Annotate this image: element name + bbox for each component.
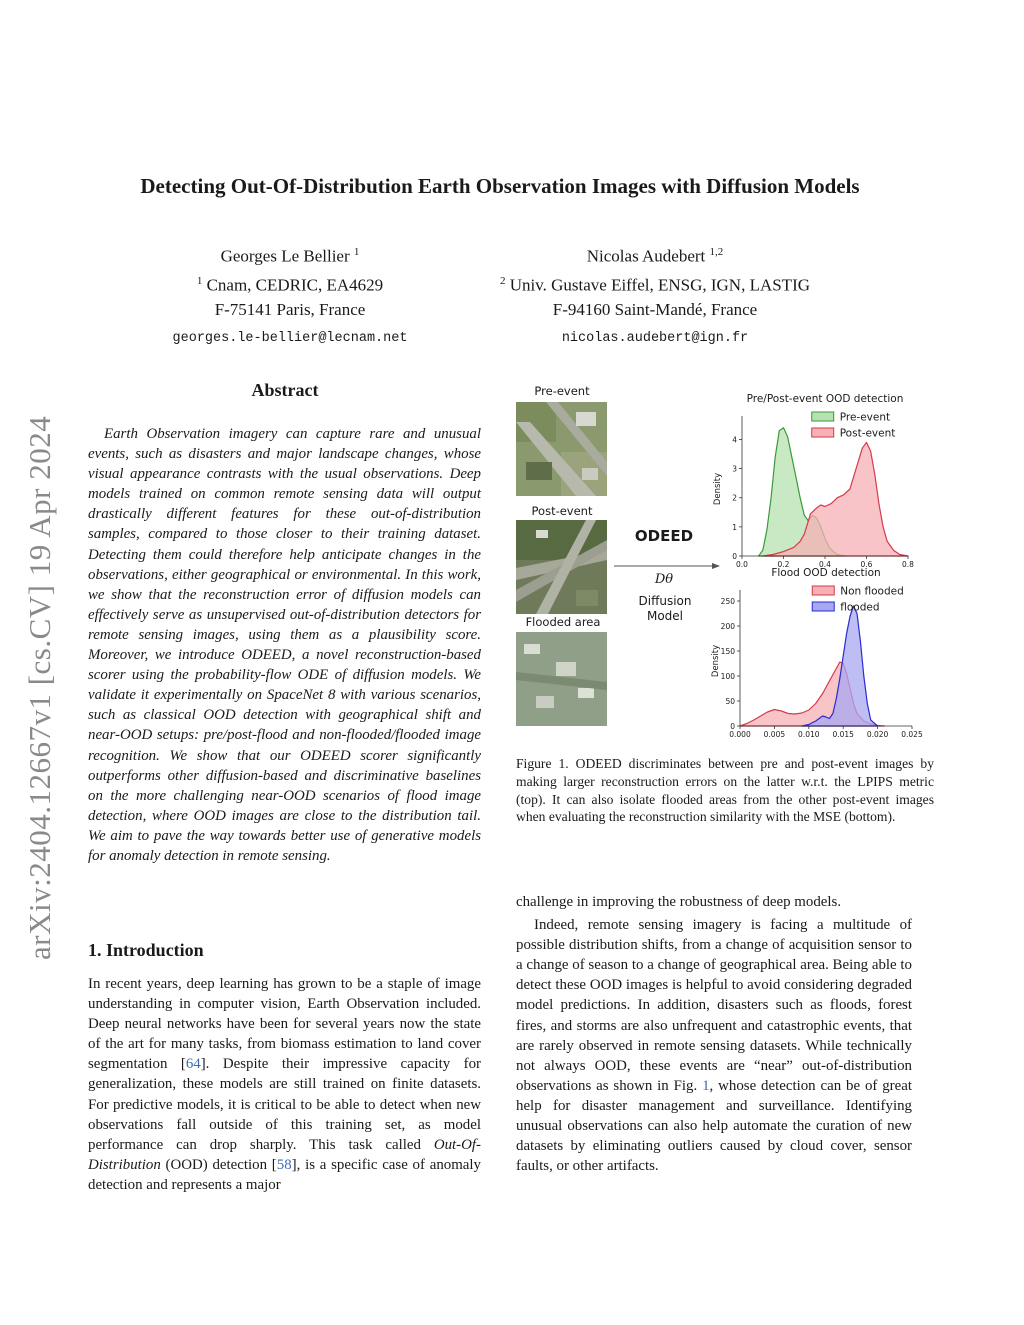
arxiv-identifier: arXiv:2404.12667v1 [cs.CV] 19 Apr 2024 — [22, 415, 57, 960]
author-name: Nicolas Audebert — [586, 246, 706, 266]
x-tick-label: 0.2 — [777, 560, 790, 569]
y-tick-label: 100 — [720, 672, 735, 681]
author-affiliation: Cnam, CEDRIC, EA4629 — [206, 275, 384, 295]
y-tick-label: 150 — [720, 647, 735, 656]
x-tick-label: 0.015 — [832, 730, 854, 739]
y-tick-label: 0 — [732, 552, 737, 561]
y-tick-label: 2 — [732, 493, 737, 503]
figure-caption: Figure 1. ODEED discriminates between pre and post-event images by making larger reconstruction errors on the latter w.r.t. the LPIPS metric (top). It can also isolate flooded areas from the other post-event images when evaluating the reconstruction similarity with the MSE (bottom). — [516, 756, 934, 825]
legend-swatch — [812, 428, 834, 437]
pre-event-image — [516, 402, 607, 496]
author-email[interactable]: georges.le-bellier@lecnam.net — [172, 331, 408, 347]
x-tick-label: 0.010 — [798, 730, 820, 739]
legend-label: Non flooded — [840, 585, 904, 598]
y-tick-label: 250 — [720, 597, 735, 606]
x-tick-label: 0.0 — [736, 560, 748, 569]
right-column-text — [516, 892, 912, 1176]
affil-sup: 1 — [196, 274, 203, 287]
legend-swatch — [812, 412, 834, 421]
legend-swatch — [812, 602, 834, 611]
legend-label: flooded — [840, 601, 880, 614]
chart-title: Pre/Post-event OOD detection — [746, 393, 904, 405]
section-heading-introduction: 1. Introduction — [88, 940, 204, 960]
y-tick-label: 4 — [732, 435, 737, 445]
author-name: Georges Le Bellier — [220, 246, 350, 266]
flood-density-chart — [706, 567, 924, 744]
affil-sup: 2 — [499, 274, 506, 287]
flooded-area-image — [516, 632, 607, 726]
author-city: F-94160 Saint-Mandé, France — [552, 300, 758, 320]
text-run: (OOD) detection [ — [160, 1156, 277, 1173]
author-email[interactable]: nicolas.audebert@ign.fr — [561, 331, 749, 347]
introduction-continuation: challenge in improving the robustness of deep models. — [516, 894, 842, 910]
x-tick-label: 0.025 — [901, 730, 923, 739]
x-tick-label: 0.4 — [819, 560, 831, 569]
y-tick-label: 0 — [730, 722, 735, 731]
text-run: , whose detection can be of great help for disaster management and surveillance. Identifying unusual observations can also help automate the curation of new datasets by eliminating outliers caused by cloud cover, sensor faults, or other artifacts. — [516, 1077, 912, 1175]
y-tick-label: 50 — [725, 697, 735, 706]
flooded-area-label: Flooded area — [525, 615, 601, 629]
x-tick-label: 0.020 — [866, 730, 889, 739]
odeed-label: ODEED — [634, 527, 694, 545]
author-affiliation: Univ. Gustave Eiffel, ENSG, IGN, LASTIG — [509, 275, 811, 295]
text-run: ]. Despite their impressive capacity for generalization, these models are still trained on finite datasets. For predictive models, it is critical to be able to detect when new observations fall outside of this training set, as model performance can drop sharply. This task called — [88, 1056, 481, 1153]
x-tick-label: 0.6 — [860, 560, 873, 569]
text-run: Indeed, remote sensing imagery is facing a multitude of possible distribution shifts, from a change of acquisition sensor to a change of season to a change of geographical area. Being able to detect these OOD images is helpful to avoid considering degraded model predictions. In addition, disasters such as floods, forest fires, and storms are also unfrequent and catastrophic events, that are rarely observed in remote sensing datasets. While technically not always OOD, these events are “near” out-of-distribution observations as shown in Fig. — [516, 917, 912, 1094]
author-block-1 — [150, 240, 430, 351]
legend-label: Post-event — [839, 427, 896, 440]
y-tick-label: 1 — [732, 522, 737, 532]
d-theta-symbol: Dθ — [654, 572, 674, 587]
post-event-label: Post-event — [531, 504, 593, 518]
x-tick-label: 0.005 — [763, 730, 786, 739]
author-sup: 1,2 — [709, 246, 724, 258]
emphasis-text: Out-Of-Distribution — [88, 1136, 481, 1173]
y-tick-label: 3 — [732, 464, 737, 474]
citation-link[interactable]: 64 — [185, 1056, 201, 1073]
chart-title: Flood OOD detection — [771, 567, 881, 579]
legend-label: Pre-event — [839, 411, 891, 424]
author-sup: 1 — [353, 246, 360, 258]
abstract-text: Earth Observation imagery can capture rare and unusual events, such as disasters and major landscape changes, whose visual appearance contrasts with the usual observations. Deep models trained on common remote sensing data will output drastically different features for these out-of-distribution samples, compared to those closer to their training dataset. Detecting them could therefore help anticipate changes in the observations, either geographical or environmental. In this work, we show that the reconstruction error of diffusion models can effectively serve as unsupervised out-of-distribution detectors for remote sensing images, using them as a plausibility score. Moreover, we introduce ODEED, a novel reconstruction-based scorer using the probability-flow ODE of diffusion models. We validate it experimentally on SpaceNet 8 with various scenarios, such as classical OOD detection with geographical shift and near-OOD setups: pre/post-flood and non-flooded/flooded image recognition. We show that our ODEED scorer significantly outperforms other diffusion-based and discriminative baselines on the more challenging near-OOD scenarios of flood image detection, where OOD images are close to the distribution tail. We aim to pave the way towards better use of generative models for anomaly detection in remote sensing. — [88, 426, 481, 864]
model-word: Model — [646, 609, 684, 623]
author-city: F-75141 Paris, France — [214, 300, 366, 320]
diffusion-word: Diffusion — [638, 594, 692, 608]
text-run: In recent years, deep learning has grown to be a staple of image understanding in computer vision, Earth Observation included. Deep neural networks have been for several years now the state of the art for many tasks, from biomass estimation to land cover segmentation [ — [88, 976, 481, 1073]
flow-arrow — [612, 558, 722, 572]
pre-event-label: Pre-event — [534, 384, 590, 398]
y-axis-label: Density — [713, 472, 723, 506]
x-tick-label: 0.8 — [902, 560, 914, 569]
introduction-paragraph — [88, 974, 481, 1195]
y-axis-label: Density — [711, 644, 721, 678]
figure-reference-link[interactable]: 1 — [702, 1077, 710, 1094]
abstract-heading: Abstract — [251, 380, 319, 400]
y-tick-label: 200 — [720, 622, 735, 631]
post-event-image — [516, 520, 607, 614]
author-block-2 — [460, 240, 850, 351]
legend-swatch — [812, 586, 834, 595]
introduction-paragraph-2 — [516, 915, 912, 1176]
text-run: ], is a specific case of anomaly detection and represents a major — [88, 1156, 481, 1193]
x-tick-label: 0.000 — [729, 730, 751, 739]
citation-link[interactable]: 58 — [276, 1156, 292, 1173]
pre-post-density-chart — [712, 392, 922, 572]
paper-title: Detecting Out-Of-Distribution Earth Observation Images with Diffusion Models — [140, 174, 860, 198]
diffusion-model-label — [620, 594, 710, 624]
